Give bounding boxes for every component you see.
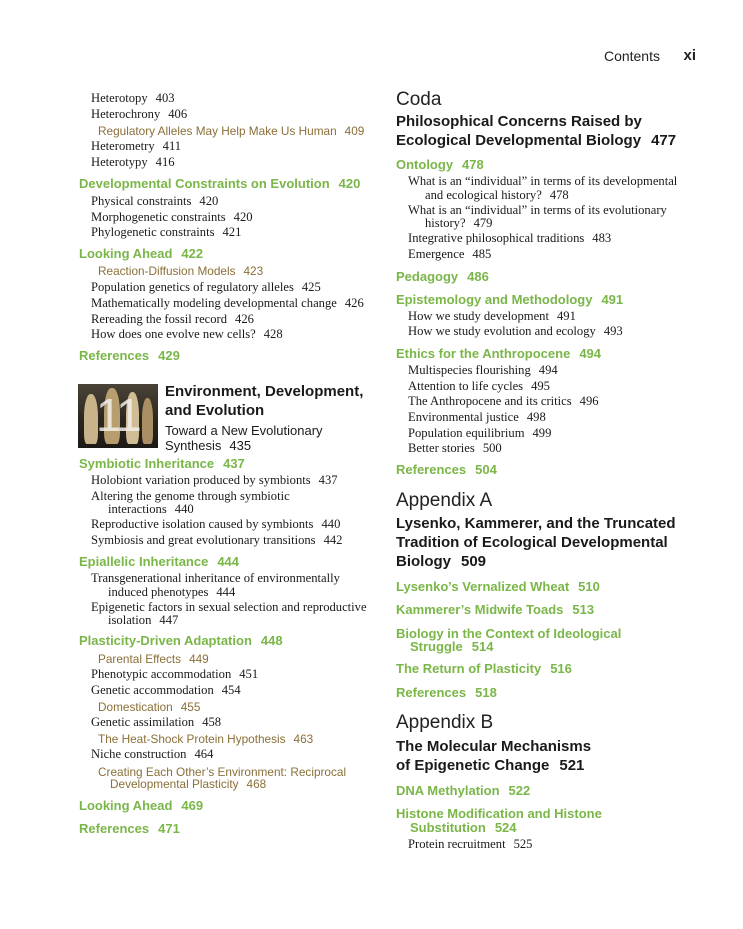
- toc-section[interactable]: Epistemology and Methodology 491: [396, 292, 624, 307]
- toc-entry[interactable]: Integrative philosophical traditions 483: [408, 231, 612, 245]
- chapter-subtitle-line-2: Synthesis 435: [165, 438, 252, 453]
- toc-entry[interactable]: Genetic accommodation 454: [91, 683, 241, 697]
- toc-entry[interactable]: Physical constraints 420: [91, 194, 219, 208]
- toc-entry[interactable]: Heterotypy 416: [91, 155, 175, 169]
- header-label: Contents: [603, 48, 660, 64]
- toc-section[interactable]: Looking Ahead 422: [79, 246, 204, 261]
- part-title-line-2[interactable]: Ecological Developmental Biology 477: [396, 132, 677, 149]
- toc-entry[interactable]: How we study development 491: [408, 309, 576, 323]
- toc-entry[interactable]: How we study evolution and ecology 493: [408, 324, 623, 338]
- toc-entry[interactable]: Holobiont variation produced by symbionts 437: [91, 473, 338, 487]
- toc-entry[interactable]: Population genetics of regulatory alleles 425: [91, 280, 321, 294]
- toc-section[interactable]: Looking Ahead 469: [79, 798, 204, 813]
- toc-entry-continued[interactable]: history? 479: [425, 216, 493, 230]
- toc-section[interactable]: References 518: [396, 685, 497, 700]
- toc-box-entry[interactable]: Reaction-Diffusion Models 423: [98, 264, 264, 278]
- part-title-line-2[interactable]: of Epigenetic Change 521: [396, 757, 585, 774]
- toc-entry[interactable]: Emergence 485: [408, 247, 492, 261]
- chapter-title-line-2[interactable]: and Evolution: [165, 402, 265, 419]
- toc-section[interactable]: Ethics for the Anthropocene 494: [396, 346, 602, 361]
- part-title[interactable]: The Molecular Mechanisms: [396, 738, 592, 755]
- toc-entry[interactable]: How does one evolve new cells? 428: [91, 327, 283, 341]
- toc-box-entry[interactable]: Parental Effects 449: [98, 652, 209, 666]
- toc-section[interactable]: References 471: [79, 821, 180, 836]
- toc-entry[interactable]: Niche construction 464: [91, 747, 214, 761]
- toc-entry[interactable]: Heterometry 411: [91, 139, 182, 153]
- part-title-line-2[interactable]: Tradition of Ecological Developmental: [396, 534, 668, 551]
- part-heading-appendix-a[interactable]: Appendix A: [396, 490, 493, 511]
- toc-entry[interactable]: Altering the genome through symbiotic: [91, 489, 290, 503]
- toc-section[interactable]: References 429: [79, 348, 180, 363]
- toc-section[interactable]: Developmental Constraints on Evolution 420: [79, 176, 361, 191]
- toc-entry[interactable]: Heterochrony 406: [91, 107, 188, 121]
- toc-section[interactable]: Biology in the Context of Ideological: [396, 626, 622, 641]
- toc-box-entry[interactable]: The Heat-Shock Protein Hypothesis 463: [98, 732, 314, 746]
- toc-entry[interactable]: The Anthropocene and its critics 496: [408, 394, 599, 408]
- toc-entry[interactable]: What is an “individual” in terms of its evolutionary: [408, 203, 667, 217]
- chapter-opener-image: [78, 384, 158, 448]
- toc-section[interactable]: Lysenko’s Vernalized Wheat 510: [396, 579, 600, 594]
- toc-section-continued[interactable]: Substitution 524: [410, 820, 517, 835]
- chapter-number: 11: [96, 389, 140, 441]
- toc-entry[interactable]: Mathematically modeling developmental change 426: [91, 296, 364, 310]
- toc-section[interactable]: Plasticity-Driven Adaptation 448: [79, 633, 283, 648]
- toc-entry[interactable]: Symbiosis and great evolutionary transitions 442: [91, 533, 343, 547]
- toc-entry-continued[interactable]: and ecological history? 478: [425, 188, 569, 202]
- toc-entry[interactable]: Epigenetic factors in sexual selection and reproductive: [91, 600, 367, 614]
- part-title[interactable]: Philosophical Concerns Raised by: [396, 113, 642, 130]
- toc-box-entry-continued[interactable]: Developmental Plasticity 468: [110, 777, 267, 791]
- toc-box-entry[interactable]: Creating Each Other’s Environment: Reciprocal: [98, 765, 347, 779]
- toc-entry[interactable]: Phylogenetic constraints 421: [91, 225, 242, 239]
- toc-entry[interactable]: Population equilibrium 499: [408, 426, 552, 440]
- part-title-line-3[interactable]: Biology 509: [396, 553, 487, 570]
- toc-entry[interactable]: Protein recruitment 525: [408, 837, 533, 851]
- toc-entry-continued[interactable]: isolation 447: [108, 613, 179, 627]
- part-title[interactable]: Lysenko, Kammerer, and the Truncated: [396, 515, 676, 532]
- toc-section[interactable]: The Return of Plasticity 516: [396, 661, 572, 676]
- toc-entry-continued[interactable]: interactions 440: [108, 502, 194, 516]
- chapter-subtitle: Toward a New Evolutionary: [165, 423, 323, 438]
- running-header: [0, 48, 743, 68]
- toc-entry[interactable]: Environmental justice 498: [408, 410, 546, 424]
- part-heading-coda[interactable]: Coda: [396, 89, 442, 110]
- toc-entry[interactable]: Heterotopy 403: [91, 91, 175, 105]
- toc-entry[interactable]: Morphogenetic constraints 420: [91, 210, 253, 224]
- toc-entry-continued[interactable]: induced phenotypes 444: [108, 585, 236, 599]
- toc-entry[interactable]: Reproductive isolation caused by symbionts 440: [91, 517, 341, 531]
- toc-section[interactable]: DNA Methylation 522: [396, 783, 531, 798]
- toc-section[interactable]: Pedagogy 486: [396, 269, 489, 284]
- toc-section[interactable]: Kammerer’s Midwife Toads 513: [396, 602, 595, 617]
- toc-section[interactable]: Symbiotic Inheritance 437: [79, 456, 245, 471]
- header-page-number: xi: [683, 47, 696, 64]
- toc-entry[interactable]: Transgenerational inheritance of environmentally: [91, 571, 340, 585]
- toc-entry[interactable]: Multispecies flourishing 494: [408, 363, 558, 377]
- toc-entry[interactable]: What is an “individual” in terms of its developmental: [408, 174, 678, 188]
- toc-section[interactable]: Histone Modification and Histone: [396, 806, 602, 821]
- toc-section[interactable]: Ontology 478: [396, 157, 484, 172]
- toc-entry[interactable]: Better stories 500: [408, 441, 502, 455]
- toc-entry[interactable]: Rereading the fossil record 426: [91, 312, 254, 326]
- toc-box-entry[interactable]: Regulatory Alleles May Help Make Us Human 409: [98, 124, 365, 138]
- toc-section[interactable]: References 504: [396, 462, 497, 477]
- toc-entry[interactable]: Attention to life cycles 495: [408, 379, 550, 393]
- toc-entry[interactable]: Phenotypic accommodation 451: [91, 667, 259, 681]
- toc-entry[interactable]: Genetic assimilation 458: [91, 715, 222, 729]
- toc-section[interactable]: Epiallelic Inheritance 444: [79, 554, 240, 569]
- chapter-title[interactable]: Environment, Development,: [165, 383, 364, 400]
- part-heading-appendix-b[interactable]: Appendix B: [396, 712, 494, 733]
- toc-section-continued[interactable]: Struggle 514: [410, 639, 494, 654]
- toc-box-entry[interactable]: Domestication 455: [98, 700, 201, 714]
